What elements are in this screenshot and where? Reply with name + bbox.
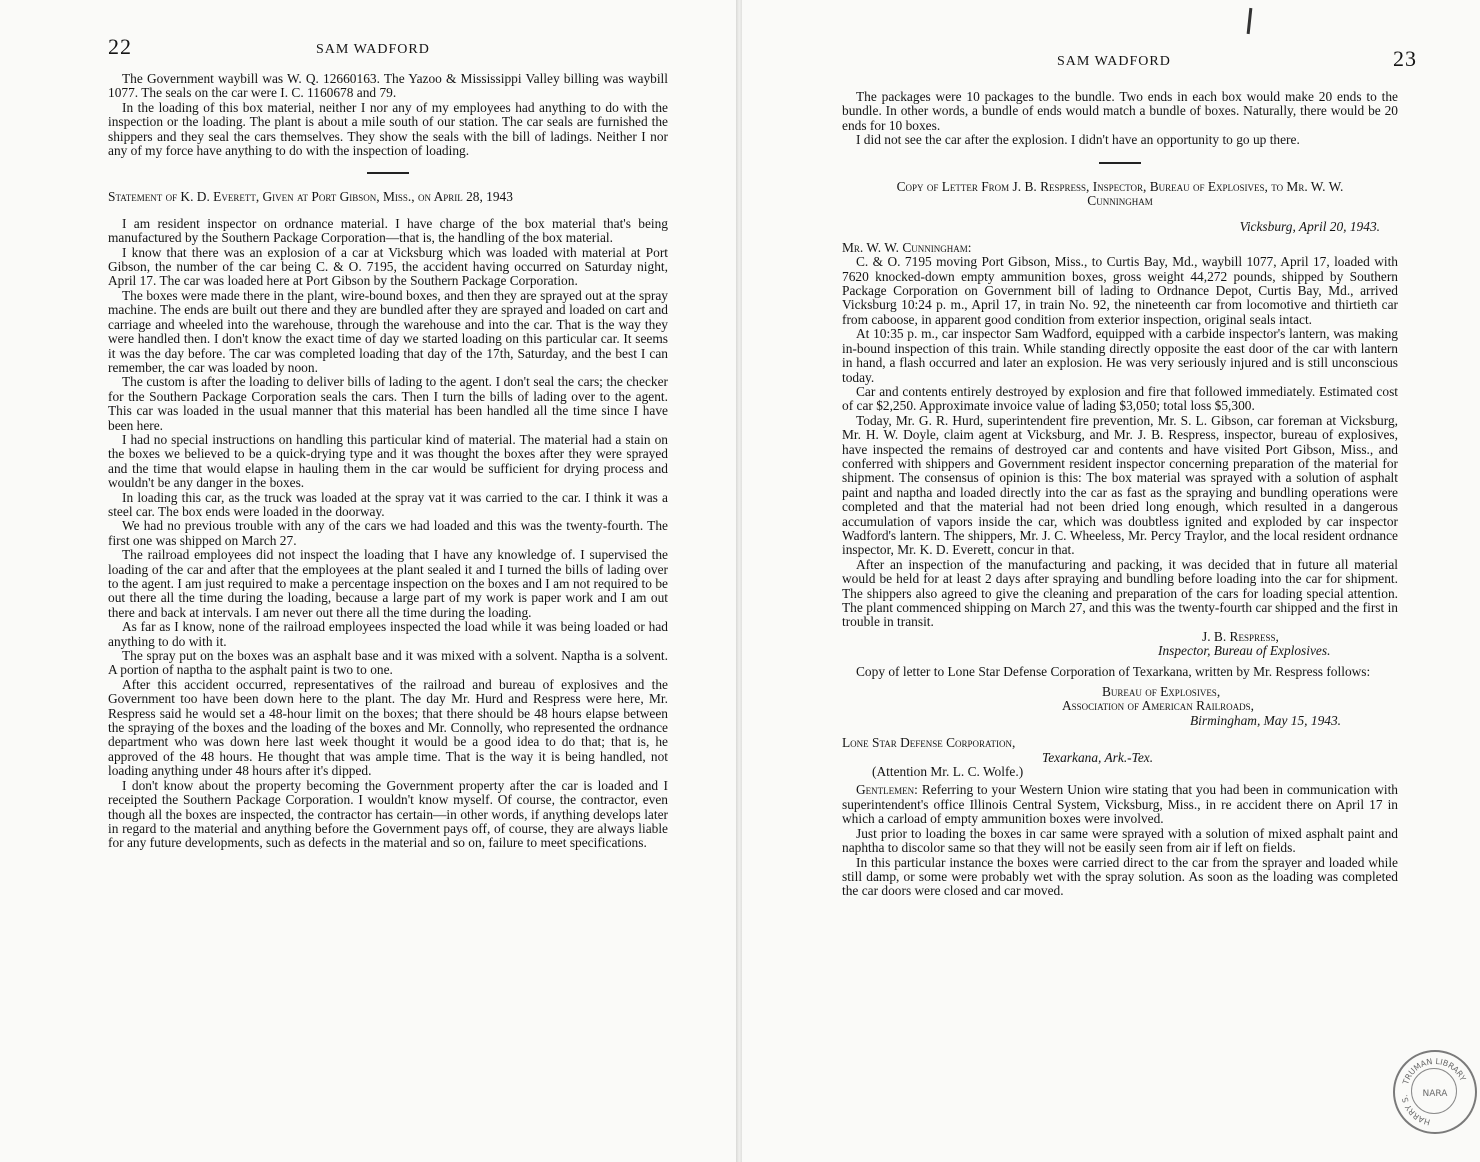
recipient-location: Texarkana, Ark.-Tex. <box>1042 749 1154 765</box>
page-number: 22 <box>108 34 132 59</box>
recipient-name: Lone Star Defense Corporation, <box>842 735 1016 751</box>
letter-salutation: Mr. W. W. Cunningham: <box>842 239 972 255</box>
paragraph: At 10:35 p. m., car inspector Sam Wadford, equipped with a carbide inspector's lantern, was making in-bound inspection of this train. While standing directly opposite the east door of the car with lantern in hand, a flash occurred and later an explosion. He was very seriously injured and is still unconscious today. <box>842 326 1398 385</box>
paragraph: As far as I know, none of the railroad employees inspected the load while it was being loaded or had anything to do with it. <box>108 619 668 649</box>
signature-title: Inspector, Bureau of Explosives. <box>1158 643 1331 659</box>
paragraph: Today, Mr. G. R. Hurd, superintendent fire prevention, Mr. S. L. Gibson, car foreman at Vicksburg, Mr. H. W. Doyle, claim agent at Vicksburg, and Mr. J. B. Respress, inspector, bureau of explosives, have inspected the remains of destroyed car and contents and have visited Port Gibson, Miss., and conferred with shippers and Government resident inspector concerning preparation of the material for shipment. The consensus of opinion is this: The box material was sprayed with a solution of asphalt paint and naptha and loaded directly into the car as fast as the spraying and bundling operations were completed and that the material had not been dried long enough, which resulted in a dangerous accumulation of vapors inside the car, which was doubtless ignited and exploded by car inspector Wadford's lantern. The shippers, Mr. J. C. Wheeless, Mr. Percy Traylor, and the local resident ordnance inspector, Mr. K. D. Everett, concur in that. <box>842 412 1398 558</box>
paragraph: C. & O. 7195 moving Port Gibson, Miss., to Curtis Bay, Md., waybill 1077, April 17, loaded with 7620 knocked-down empty ammunition boxes, gross weight 44,272 pounds, shipped by Southern Package Corporation on Government bill of lading to Ordnance Depot, Curtis Bay, Md., arrived Vicksburg 10:24 p. m., April 17, in train No. 92, the nineteenth car from locomotive and thirtieth car from caboose, in apparent good condition from exterior inspection, original seals intact. <box>842 254 1398 327</box>
copy-note: Copy of letter to Lone Star Defense Corporation of Texarkana, written by Mr. Respress follows: <box>856 663 1371 679</box>
paragraph: The packages were 10 packages to the bundle. Two ends in each box would make 20 ends to the bundle. In other words, a bundle of ends would match a bundle of boxes. Naturally, there would be 20 ends for 10 boxes. <box>842 89 1398 133</box>
paragraph: I had no special instructions on handling this particular kind of material. The material had a stain on the boxes we believed to be a quick-drying type and it was thought the boxes after they were sprayed and the time that would elapse in hauling them in the car would be sufficient for drying process and wouldn't be any danger in the boxes. <box>108 431 668 491</box>
stamp-text-center: NARA <box>1422 1089 1448 1099</box>
paragraph: I don't know about the property becoming the Government property after the car is loaded and I receipted the Southern Package Corporation. I wouldn't know myself. Of course, the contractor, even though all the boxes are inspected, the contractor has certain—in other words, if anything develops later in regard to the material and anything before the Government pays off, of course, they are always liable for any future developments, such as defects in the material and so on, failure to meet specifications. <box>108 777 668 851</box>
paragraph: After this accident occurred, representatives of the railroad and bureau of explosives and the Government too have been down here to the plant. The day Mr. Hurd and Respress were here, Mr. Respress said he would set a 48-hour limit on the boxes; that there should be 48 hours elapse between the spraying of the boxes and the loading of the boxes and Mr. Connolly, who represented the ordnance department who was down here last week thought it would be a good idea to do that; that is, he approved of the 48 hours. He thought that was ample time. That is the way it is being handled, not loading anything under 48 hours after it's dipped. <box>108 676 668 779</box>
paragraph: Car and contents entirely destroyed by explosion and fire that followed immediately. Estimated cost of car $2,250. Approximate invoice value of lading $3,050; total loss $5,300. <box>842 383 1398 414</box>
right-text-column <box>842 90 1398 899</box>
paragraph: Just prior to loading the boxes in car same were sprayed with a solution of mixed asphalt paint and naphtha to discolor same so that they will not be easily seen from air if left on fields. <box>842 825 1398 856</box>
signature-name: J. B. Respress, <box>1202 628 1279 644</box>
paragraph <box>842 783 1398 826</box>
page-number: 23 <box>1393 46 1417 71</box>
letter-dateline: Vicksburg, April 20, 1943. <box>1239 219 1380 235</box>
page-header <box>857 38 1417 71</box>
statement-heading: Statement of K. D. Everett, Given at Port Gibson, Miss., on April 28, 1943 <box>108 189 513 205</box>
salutation: Gentlemen: <box>856 782 918 798</box>
page-header <box>108 34 668 68</box>
paragraph: In the loading of this box material, neither I nor any of my employees had anything to do with the inspection or the loading. The plant is about a mile south of our station. The car seals are furnished the shippers and they seal the cars themselves. They show the seals with the bill of ladings. Neither I nor any of my force have anything to do with the inspection of loading. <box>108 99 668 159</box>
paragraph-text: Referring to your Western Union wire stating that you had been in communication with superintendent's office Illinois Central System, Vicksburg, Miss., in re accident there on April 17 in which a carload of empty ammunition boxes were involved. <box>842 782 1398 827</box>
left-page <box>0 0 738 1162</box>
paragraph: The spray put on the boxes was an asphalt base and it was mixed with a solvent. Naptha is a solvent. A portion of naptha to the asphalt paint is two to one. <box>108 648 668 678</box>
paragraph: We had no previous trouble with any of the cars we had loaded and this was the twenty-fourth. The first one was shipped on March 27. <box>108 518 668 548</box>
paragraph: I know that there was an explosion of a car at Vicksburg which was loaded with material at Port Gibson, the number of the car being C. & O. 7195, the accident having occurred on Saturday night, April 17. The car was loaded here at Port Gibson by the Southern Package Corporation. <box>108 244 668 289</box>
stamp-text-left: HARRY S. <box>1400 1094 1432 1127</box>
stamp-lettering-icon <box>1395 1052 1475 1132</box>
paragraph: The boxes were made there in the plant, wire-bound boxes, and then they are sprayed out at the spray machine. The ends are built out there and they are bundled after they are sprayed and loaded on cart and carriage and wheeled into the warehouse, through the warehouse and into the car. That is the way they were handled then. I don't know the exact time of day we started loading on this particular car. It seems it was the day before. The car was completed loading that day of the 17th, Saturday, and the best I can remember, the car was loaded by noon. <box>108 287 668 375</box>
stamp-text-top: TRUMAN LIBRARY <box>1401 1056 1468 1086</box>
letterhead-dateline: Birmingham, May 15, 1943. <box>1190 712 1342 728</box>
letterhead-line: Bureau of Explosives, <box>1102 684 1221 700</box>
paragraph: After an inspection of the manufacturing and packing, it was decided that in future all material would be held for at least 2 days after spraying and bundling before loading into the car for shipment. The shippers also agreed to give the cleaning and preparation of the cars for loading special attention. The plant commenced shipping on March 27, and this was the twenty-fourth car shipped and the first in trouble in transit. <box>842 556 1398 630</box>
right-page <box>742 0 1480 1162</box>
running-title: SAM WADFORD <box>316 42 430 57</box>
letter-heading: Copy of Letter From J. B. Respress, Inspector, Bureau of Explosives, to Mr. W. W. Cunningham <box>896 178 1344 209</box>
paragraph: I did not see the car after the explosion. I didn't have an opportunity to go up there. <box>856 132 1300 148</box>
paragraph: The custom is after the loading to deliver bills of lading to the agent. I don't seal the cars; the checker for the Southern Package Corporation seals the cars. Then I turn the bills of lading over to the agent. This car was loaded in the usual manner that this material has been handled all the time since I have been here. <box>108 374 668 433</box>
paragraph: In loading this car, as the truck was loaded at the spray vat it was carried to the car. I think it was a steel car. The box ends were loaded in the doorway. <box>108 489 668 519</box>
section-divider <box>1099 162 1141 164</box>
section-divider <box>367 172 409 174</box>
attention-line: (Attention Mr. L. C. Wolfe.) <box>872 764 1024 780</box>
paragraph: I am resident inspector on ordnance material. I have charge of the box material that's being manufactured by the Southern Package Corporation—that is, the handling of the box material. <box>108 215 668 246</box>
running-title: SAM WADFORD <box>1057 54 1171 69</box>
letterhead-line: Association of American Railroads, <box>1062 698 1254 714</box>
left-text-column <box>108 72 668 851</box>
truman-library-stamp <box>1393 1050 1477 1134</box>
paragraph: The railroad employees did not inspect the loading that I have any knowledge of. I supervised the loading of the car and after that the employees at the plant sealed it and I turned the bills of lading over to the agent. I am just required to make a percentage inspection on the boxes and I am not required to be out there all the time during the loading, because a large part of my work is paper work and I am out there and back at intervals. I am never out there all the time during the loading. <box>108 547 668 620</box>
paragraph: The Government waybill was W. Q. 12660163. The Yazoo & Mississippi Valley billing was waybill 1077. The seals on the car were I. C. 1160678 and 79. <box>108 71 668 101</box>
paragraph: In this particular instance the boxes were carried direct to the car from the sprayer and loaded while still damp, or some were probably wet with the spray solution. As soon as the loading was completed the car doors were closed and car moved. <box>842 854 1398 899</box>
